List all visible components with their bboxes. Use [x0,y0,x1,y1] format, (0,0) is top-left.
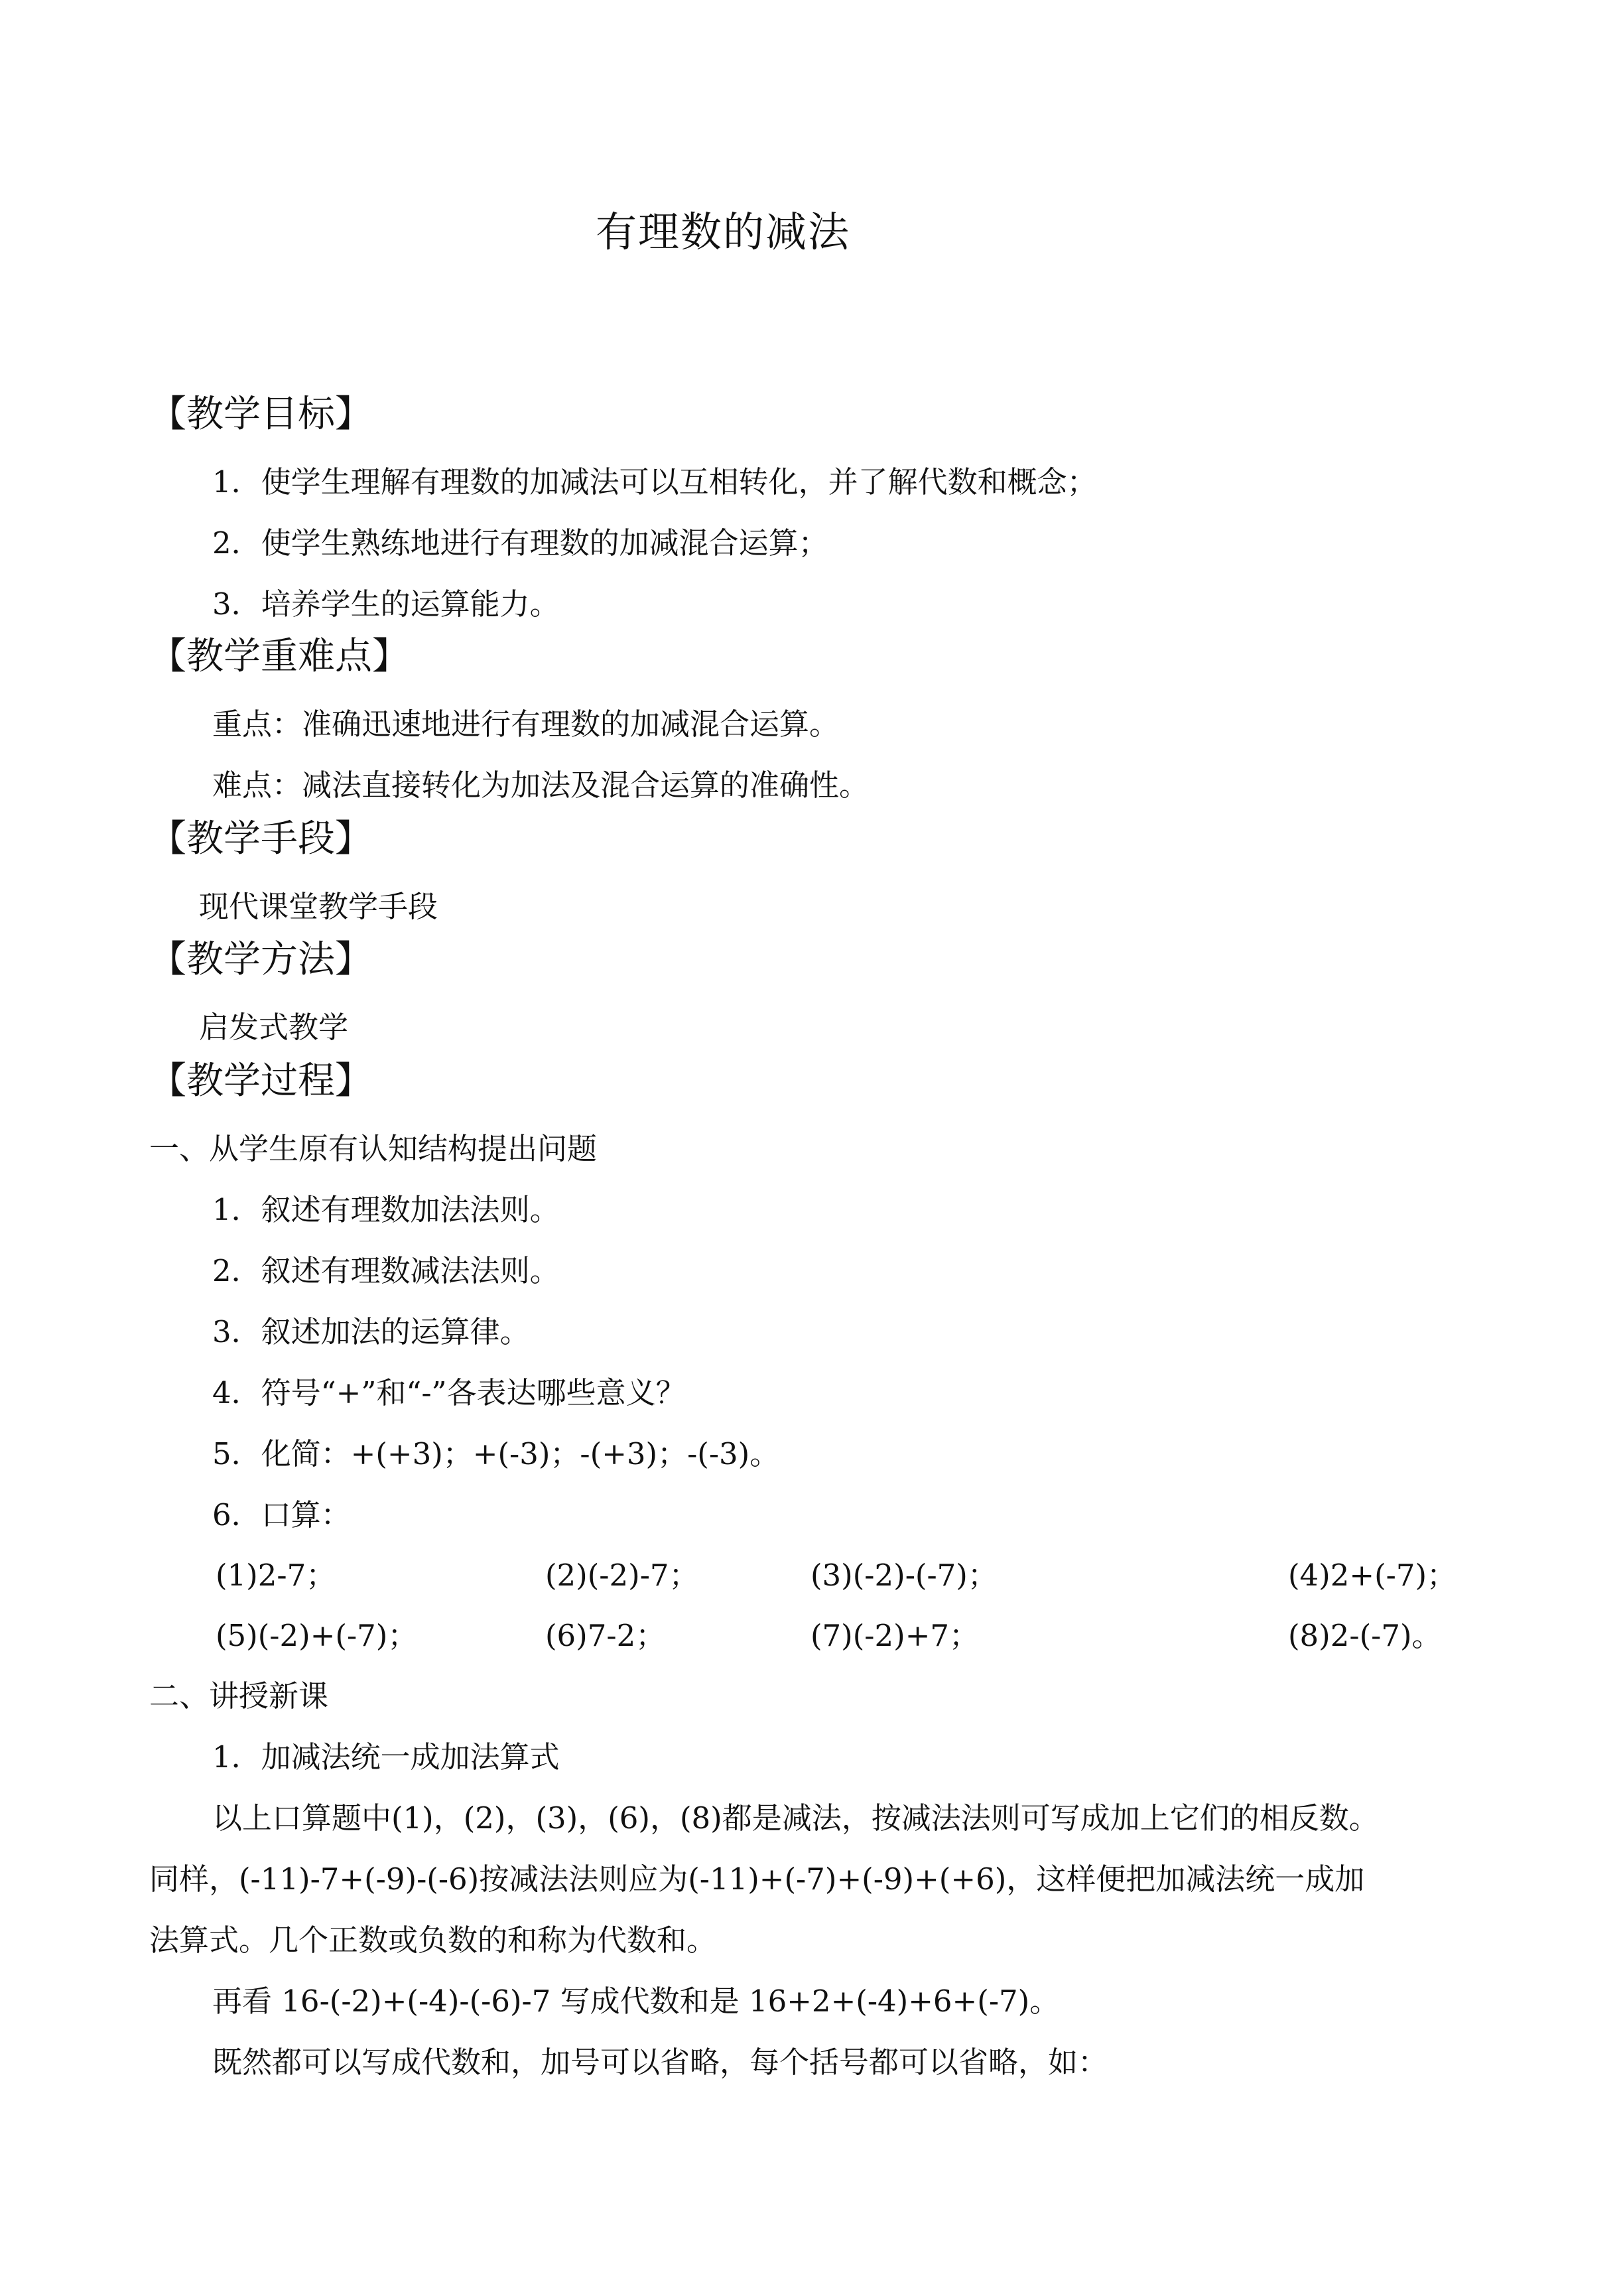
section1-item-4: 4．符号“+”和“-”各表达哪些意义？ [212,1375,686,1410]
oral-problem-2: (2)(-2)-7； [545,1558,699,1593]
paragraph-1-line-1: 以上口算题中(1)，(2)，(3)，(6)，(8)都是减法，按减法法则可写成加上它们的相反数。 [212,1800,1379,1836]
means-text: 现代课堂教学手段 [199,889,438,924]
oral-problem-1: (1)2-7； [216,1558,336,1593]
paragraph-3: 既然都可以写成代数和，加号可以省略，每个括号都可以省略，如： [212,2045,1108,2080]
oral-problem-5: (5)(-2)+(-7)； [216,1618,418,1653]
oral-problem-8: (8)2-(-7)。 [1288,1618,1442,1653]
objective-item-1: 1．使学生理解有理数的加减法可以互相转化，并了解代数和概念； [212,464,1097,500]
section2-title: 二、讲授新课 [149,1678,329,1714]
oral-problem-4: (4)2+(-7)； [1288,1558,1457,1593]
paragraph-1-line-3: 法算式。几个正数或负数的和称为代数和。 [149,1923,717,1958]
section1-item-1: 1．叙述有理数加法法则。 [212,1192,560,1227]
section1-item-6: 6．口算： [212,1497,351,1532]
oral-problem-3: (3)(-2)-(-7)； [811,1558,998,1593]
objective-item-2: 2．使学生熟练地进行有理数的加减混合运算； [212,525,828,561]
section1-item-2: 2．叙述有理数减法法则。 [212,1253,560,1288]
heading-objectives: 【教学目标】 [149,393,372,436]
key-point-text: 重点：准确迅速地进行有理数的加减混合运算。 [212,707,840,742]
difficult-point-text: 难点：减法直接转化为加法及混合运算的准确性。 [212,768,870,803]
heading-means: 【教学手段】 [149,817,372,860]
heading-methods: 【教学方法】 [149,938,372,981]
section2-subtitle-1: 1．加减法统一成加法算式 [212,1739,560,1775]
paragraph-1-line-2: 同样，(-11)-7+(-9)-(-6)按减法法则应为(-11)+(-7)+(-9)+(+6)，这样便把加减法统一成加 [149,1861,1365,1897]
section1-item-3: 3．叙述加法的运算律。 [212,1314,530,1349]
section1-title: 一、从学生原有认知结构提出问题 [149,1131,598,1166]
methods-text: 启发式教学 [199,1010,349,1045]
paragraph-2: 再看 16-(-2)+(-4)-(-6)-7 写成代数和是 16+2+(-4)+6+(-7)。 [212,1984,1060,2019]
section1-item-5: 5．化简：+(+3)；+(-3)；-(+3)；-(-3)。 [212,1436,780,1471]
page-title: 有理数的减法 [595,208,850,256]
oral-problem-6: (6)7-2； [545,1618,666,1653]
oral-problem-7: (7)(-2)+7； [811,1618,980,1653]
heading-process: 【教学过程】 [149,1059,372,1103]
heading-key-points: 【教学重难点】 [149,635,409,678]
objective-item-3: 3．培养学生的运算能力。 [212,586,560,622]
